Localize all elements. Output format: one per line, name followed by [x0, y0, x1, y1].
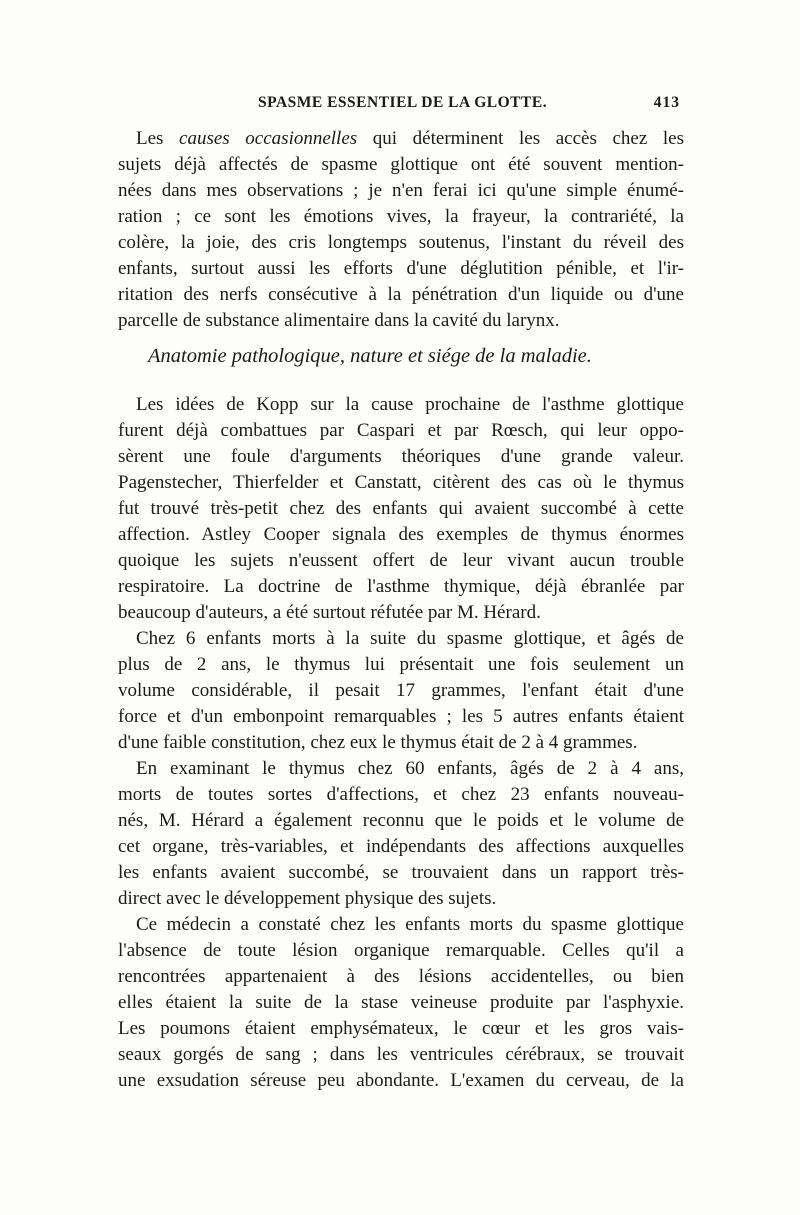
paragraph-4-line: les enfants avaient succombé, se trouvaient dans un rapport très-: [118, 862, 684, 883]
paragraph-2-line: Pagenstecher, Thierfelder et Canstatt, citèrent des cas où le thymus: [118, 472, 684, 493]
paragraph-1-line: ration ; ce sont les émotions vives, la frayeur, la contrariété, la: [118, 206, 684, 227]
paragraph-1-line: parcelle de substance alimentaire dans la cavité du larynx.: [118, 310, 560, 331]
paragraph-5-line: seaux gorgés de sang ; dans les ventricules cérébraux, se trouvait: [118, 1044, 684, 1065]
body-text: [118, 126, 684, 1094]
paragraph-4-line: direct avec le développement physique des sujets.: [118, 888, 497, 909]
paragraph-3-line: Chez 6 enfants morts à la suite du spasme glottique, et âgés de: [136, 628, 684, 649]
paragraph-2-line: beaucoup d'auteurs, a été surtout réfutée par M. Hérard.: [118, 602, 541, 623]
section-heading: Anatomie pathologique, nature et siége de la maladie.: [148, 345, 592, 367]
paragraph-4-line: cet organe, très-variables, et indépendants des affections auxquelles: [118, 836, 684, 857]
page-number: 413: [653, 94, 680, 111]
paragraph-2-line: respiratoire. La doctrine de l'asthme thymique, déjà ébranlée par: [118, 576, 684, 597]
paragraph-1-line: sujets déjà affectés de spasme glottique ont été souvent mention-: [118, 154, 684, 175]
causes-occasionnelles-emphasis: causes occasionnelles: [179, 128, 358, 149]
paragraph-5-line: une exsudation séreuse peu abondante. L'examen du cerveau, de la: [118, 1070, 684, 1091]
paragraph-3-line: force et d'un embonpoint remarquables ; les 5 autres enfants étaient: [118, 706, 684, 727]
paragraph-1-line: ritation des nerfs consécutive à la pénétration d'un liquide ou d'une: [118, 284, 684, 305]
paragraph-1-line: Les causes occasionnelles qui déterminent les accès chez les: [136, 128, 684, 149]
paragraph-3-line: volume considérable, il pesait 17 grammes, l'enfant était d'une: [118, 680, 684, 701]
paragraph-5-line: elles étaient la suite de la stase veineuse produite par l'asphyxie.: [118, 992, 684, 1013]
paragraph-2-line: affection. Astley Cooper signala des exemples de thymus énormes: [118, 524, 684, 545]
paragraph-1-line: nées dans mes observations ; je n'en ferai ici qu'une simple énumé-: [118, 180, 684, 201]
paragraph-2-line: fut trouvé très-petit chez des enfants qui avaient succombé à cette: [118, 498, 684, 519]
running-head: [118, 94, 684, 118]
paragraph-1-line: colère, la joie, des cris longtemps soutenus, l'instant du réveil des: [118, 232, 684, 253]
paragraph-2-line: Les idées de Kopp sur la cause prochaine de l'asthme glottique: [136, 394, 684, 415]
paragraph-5-line: Ce médecin a constaté chez les enfants morts du spasme glottique: [136, 914, 684, 935]
paragraph-5-line: rencontrées appartenaient à des lésions accidentelles, ou bien: [118, 966, 684, 987]
paragraph-3-line: plus de 2 ans, le thymus lui présentait une fois seulement un: [118, 654, 684, 675]
paragraph-2-line: quoique les sujets n'eussent offert de leur vivant aucun trouble: [118, 550, 684, 571]
paragraph-3-line: d'une faible constitution, chez eux le thymus était de 2 à 4 grammes.: [118, 732, 638, 753]
paragraph-1-line: enfants, surtout aussi les efforts d'une déglutition pénible, et l'ir-: [118, 258, 684, 279]
paragraph-4-line: En examinant le thymus chez 60 enfants, âgés de 2 à 4 ans,: [136, 758, 684, 779]
paragraph-2-line: sèrent une foule d'arguments théoriques d'une grande valeur.: [118, 446, 684, 467]
paragraph-4-line: morts de toutes sortes d'affections, et chez 23 enfants nouveau-: [118, 784, 684, 805]
paragraph-5-line: l'absence de toute lésion organique remarquable. Celles qu'il a: [118, 940, 684, 961]
paragraph-2-line: furent déjà combattues par Caspari et par Rœsch, qui leur oppo-: [118, 420, 684, 441]
paragraph-4-line: nés, M. Hérard a également reconnu que le poids et le volume de: [118, 810, 684, 831]
paragraph-5-line: Les poumons étaient emphysémateux, le cœur et les gros vais-: [118, 1018, 684, 1039]
running-head-title: SPASME ESSENTIEL DE LA GLOTTE.: [258, 94, 548, 111]
